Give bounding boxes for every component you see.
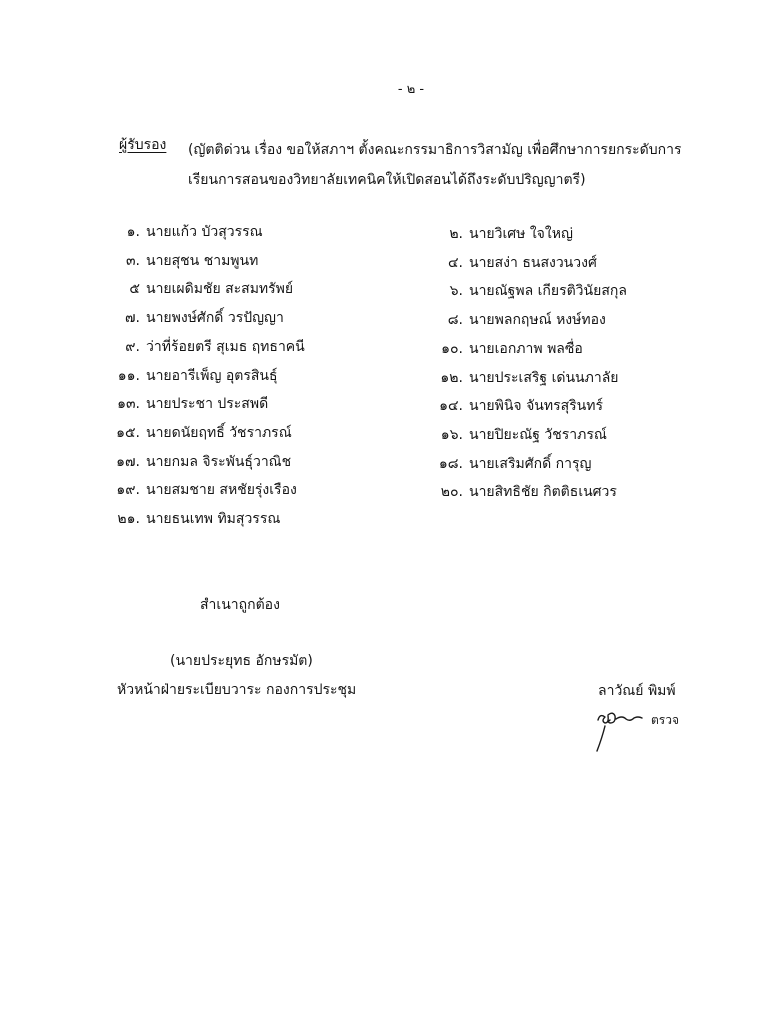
signer-number: ๑๓. xyxy=(117,396,140,413)
signer-name: นายเผดิมชัย สะสมทรัพย์ xyxy=(146,281,294,298)
signer-number: ๘. xyxy=(447,312,463,329)
signer-number: ๖. xyxy=(449,283,463,300)
signer-number: ๑๕. xyxy=(116,424,140,441)
signer-number: ๕ xyxy=(129,281,140,298)
page-number: - ๒ - xyxy=(397,82,425,97)
signer-name: นายประเสริฐ เด่นนภาลัย xyxy=(469,369,619,386)
signer-name: นายพินิจ จันทรสุรินทร์ xyxy=(469,398,603,415)
signer-number: ๑. xyxy=(126,224,140,240)
signer-number: ๗. xyxy=(125,310,140,327)
signer-number: ๑๘. xyxy=(438,455,463,472)
signer-name: นายสุชน ชามพูนท xyxy=(146,252,259,269)
signer-name: นายกมล จิระพันธุ์วาณิช xyxy=(146,453,292,470)
signer-number: ๑๗. xyxy=(116,453,140,470)
signer-name: นายอารีเพ็ญ อุตรสินธุ์ xyxy=(146,367,278,384)
signer-name: นายวิเศษ ใจใหญ่ xyxy=(469,226,573,242)
certifier-name: (นายประยุทธ อักษรมัต) xyxy=(170,653,313,669)
signer-number: ๔. xyxy=(447,254,463,271)
signer-name: นายสิทธิชัย กิตติธเนศวร xyxy=(469,484,617,501)
signer-number: ๙. xyxy=(125,338,140,355)
signer-number: ๒. xyxy=(449,226,463,242)
certifier-position: หัวหน้าฝ่ายระเบียบวาระ กองการประชุม xyxy=(117,682,357,698)
signer-number: ๒๑. xyxy=(117,511,140,527)
endorsers-label: ผู้รับรอง xyxy=(119,137,167,153)
checker-signature xyxy=(592,702,648,754)
signer-name: นายสมชาย สหชัยรุ่งเรือง xyxy=(146,482,297,499)
signer-number: ๑๖. xyxy=(440,426,463,443)
signer-number: ๑๙. xyxy=(116,482,140,499)
typist-name: ลาวัณย์ พิมพ์ xyxy=(598,683,676,699)
signer-name: นายเสริมศักดิ์ การุญ xyxy=(469,455,592,472)
signer-name: นายประชา ประสพดี xyxy=(146,396,269,413)
signer-name: นายพงษ์ศักดิ์ วรปัญญา xyxy=(146,310,284,327)
signer-name: นายดนัยฤทธิ์ วัชราภรณ์ xyxy=(146,424,292,441)
signer-number: ๑๑. xyxy=(117,367,140,384)
signer-number: ๑๔. xyxy=(439,398,463,415)
signer-name: นายธนเทพ ทิมสุวรรณ xyxy=(146,511,281,527)
signer-name: นายสง่า ธนสงวนวงศ์ xyxy=(469,254,597,271)
motion-title-line-2: เรียนการสอนของวิทยาลัยเทคนิคให้เปิดสอนได้ถึงระดับปริญญาตรี) xyxy=(188,172,586,188)
signer-number: ๒๐. xyxy=(440,484,463,501)
certified-copy-label: สำเนาถูกต้อง xyxy=(200,597,280,613)
signer-name: นายเอกภาพ พลซื่อ xyxy=(469,340,583,357)
checked-label: ตรวจ xyxy=(651,713,680,727)
signer-number: ๑๐. xyxy=(441,340,463,357)
signer-name: นายแก้ว บัวสุวรรณ xyxy=(146,224,263,240)
signer-number: ๑๒. xyxy=(440,369,463,386)
signer-number: ๓. xyxy=(125,252,140,269)
signer-name: นายพลกฤษณ์ หงษ์ทอง xyxy=(469,312,606,329)
motion-title-line-1: (ญัตติด่วน เรื่อง ขอให้สภาฯ ตั้งคณะกรรมาธิการวิสามัญ เพื่อศึกษาการยกระดับการ xyxy=(188,142,682,158)
signer-name: ว่าที่ร้อยตรี สุเมธ ฤทธาคนี xyxy=(146,338,305,355)
signer-name: นายปิยะณัฐ วัชราภรณ์ xyxy=(469,426,607,443)
motion-title xyxy=(188,135,708,195)
signer-name: นายณัฐพล เกียรติวินัยสกุล xyxy=(469,283,627,300)
